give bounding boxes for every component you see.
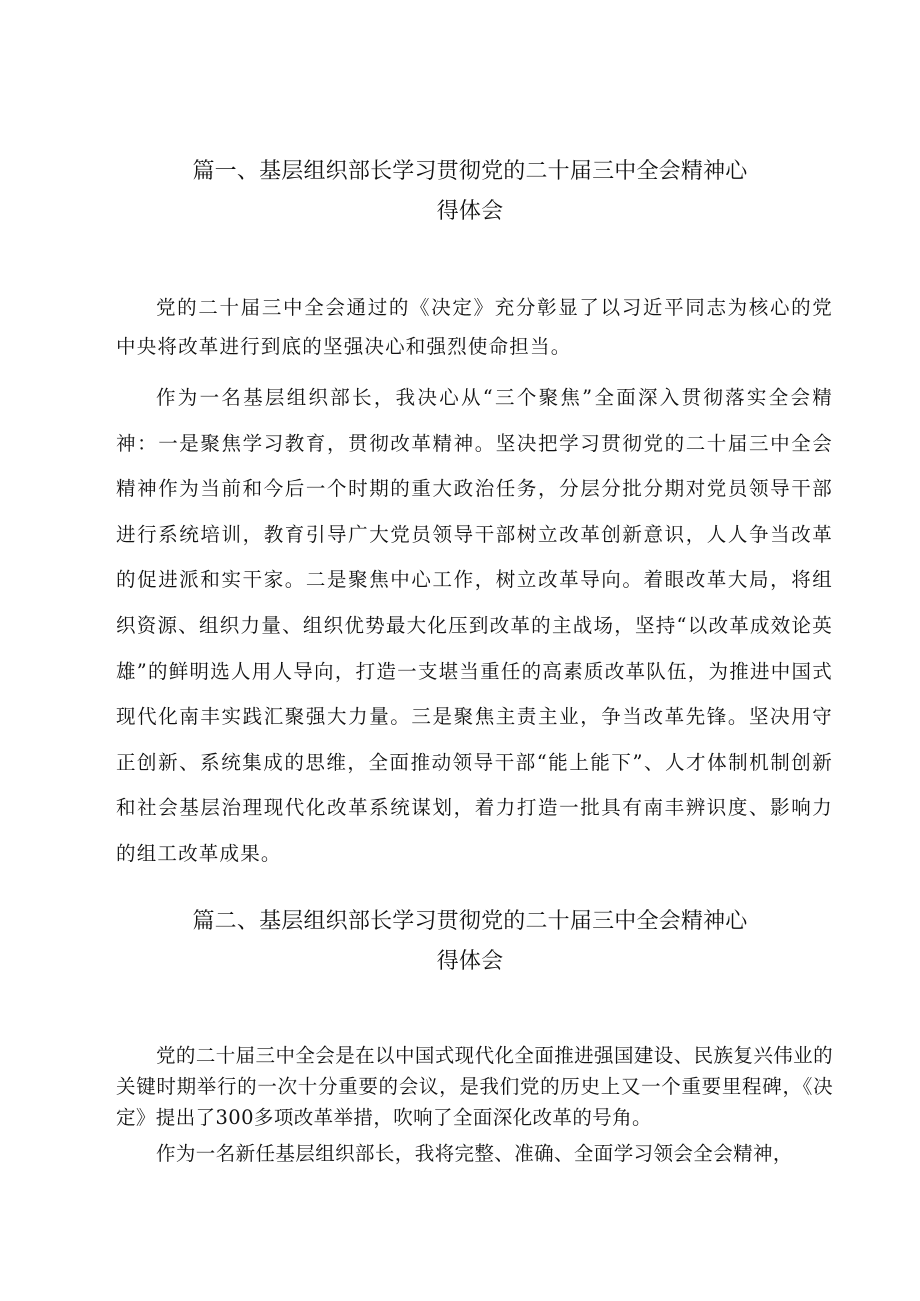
section-1-title bbox=[110, 152, 830, 232]
section-1-title-line-1: 篇一、基层组织部长学习贯彻党的二十届三中全会精神心 bbox=[192, 159, 748, 184]
section-2-paragraph-1: 党的二十届三中全会是在以中国式现代化全面推进强国建设、民族复兴伟业的关键时期举行的一次十分重要的会议，是我们党的历史上又一个重要里程碑，《决定》提出了300多项改革举措，吹响了全面深化改革的号角。 bbox=[116, 1044, 833, 1129]
section-1-paragraph-1: 党的二十届三中全会通过的《决定》充分彰显了以习近平同志为核心的党中央将改革进行到底的坚强决心和强烈使命担当。 bbox=[116, 296, 833, 358]
section-2-title-line-1: 篇二、基层组织部长学习贯彻党的二十届三中全会精神心 bbox=[192, 909, 748, 934]
section-2-title-line-2: 得体会 bbox=[436, 949, 504, 974]
section-2-title bbox=[110, 902, 830, 982]
section-1-title-line-2: 得体会 bbox=[436, 199, 504, 224]
section-1-paragraph-2: 作为一名基层组织部长，我决心从“三个聚焦”全面深入贯彻落实全会精神：一是聚焦学习教育，贯彻改革精神。坚决把学习贯彻党的二十届三中全会精神作为当前和今后一个时期的重大政治任务，分层分批分期对党员领导干部进行系统培训，教育引导广大党员领导干部树立改革创新意识，人人争当改革的促进派和实干家。二是聚焦中心工作，树立改革导向。着眼改革大局，将组织资源、组织力量、组织优势最大化压到改革的主战场，坚持“以改革成效论英雄”的鲜明选人用人导向，打造一支堪当重任的高素质改革队伍，为推进中国式现代化南丰实践汇聚强大力量。三是聚焦主责主业，争当改革先锋。坚决用守正创新、系统集成的思维，全面推动领导干部“能上能下”、人才体制机制创新和社会基层治理现代化改革系统谋划，着力打造一批具有南丰辨识度、影响力的组工改革成果。 bbox=[116, 386, 833, 865]
section-2-paragraph-2: 作为一名新任基层组织部长，我将完整、准确、全面学习领会全会精神， bbox=[156, 1142, 793, 1165]
